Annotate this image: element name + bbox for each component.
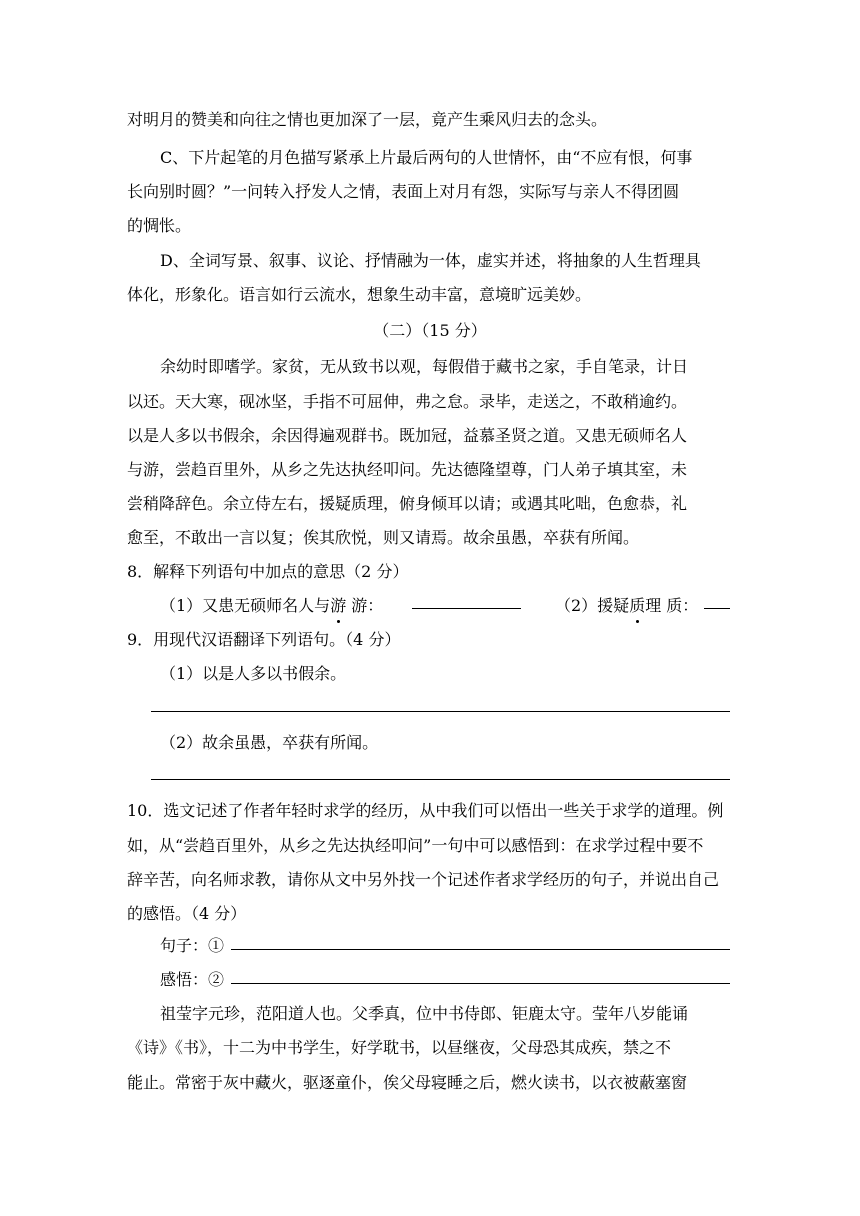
passage-line: 祖莹字元珍，范阳道人也。父季真，位中书侍郎、钜鹿太守。莹年八岁能诵 [160, 1004, 689, 1023]
text-line: 长向别时圆？”一问转入抒发人之情，表面上对月有怨，实际写与亲人不得团圆 [127, 182, 680, 201]
passage-line: 以是人多以书假余，余因得遍观群书。既加冠，益慕圣贤之道。又患无硕师名人 [127, 426, 688, 445]
question-8-item-2 [555, 594, 698, 618]
sentence-label: 句子：① [160, 936, 225, 955]
answer-line-9-1[interactable] [151, 711, 730, 712]
question-10-line: 如，从“尝趋百里外，从乡之先达执经叩问”一句中可以感悟到：在求学过程中要不 [127, 836, 704, 855]
sentence-answer-line[interactable] [231, 949, 730, 950]
section-heading: （二）（15 分） [373, 321, 487, 340]
text-line: 体化，形象化。语言如行云流水，想象生动丰富，意境旷远美妙。 [127, 285, 592, 304]
option-d: D、全词写景、叙事、议论、抒情融为一体，虚实并述，将抽象的人生哲理具 [160, 251, 701, 270]
q8-item1-pre: （1）又患无硕师名人与 [160, 596, 331, 615]
dotted-character: 质 [629, 594, 645, 618]
question-8-title: 8．解释下列语句中加点的意思（2 分） [127, 562, 409, 581]
insight-label: 感悟：② [160, 970, 225, 989]
passage-line: 以还。天大寒，砚冰坚，手指不可屈伸，弗之怠。录毕，走送之，不敢稍逾约。 [127, 392, 688, 411]
question-9-title: 9．用现代汉语翻译下列语句。（4 分） [127, 630, 401, 649]
passage-line: 尝稍降辞色。余立侍左右，援疑质理，俯身倾耳以请；或遇其叱咄，色愈恭，礼 [127, 494, 688, 513]
question-10-line: 10．选文记述了作者年轻时求学的经历，从中我们可以悟出一些关于求学的道理。例 [127, 801, 724, 820]
question-8-item-1 [160, 594, 383, 618]
passage-line: 能止。常密于灰中藏火，驱逐童仆，俟父母寝睡之后，燃火读书，以衣被蔽塞窗 [127, 1073, 688, 1092]
answer-line-9-2[interactable] [151, 779, 730, 780]
passage-line: 愈至，不敢出一言以复；俟其欣悦，则又请焉。故余虽愚，卒获有所闻。 [127, 528, 640, 547]
answer-blank-8-2[interactable] [704, 608, 730, 609]
insight-answer-line[interactable] [231, 983, 730, 984]
question-10-line: 的感悟。（4 分） [127, 904, 247, 923]
option-c: C、下片起笔的月色描写紧承上片最后两句的人世情怀，由“不应有恨，何事 [160, 148, 693, 167]
text-line: 对明月的赞美和向往之情也更加深了一层，竟产生乘风归去的念头。 [127, 110, 608, 129]
q8-item2-pre: （2）援疑 [555, 596, 630, 615]
answer-blank-8-1[interactable] [412, 608, 521, 609]
passage-line: 余幼时即嗜学。家贫，无从致书以观，每假借于藏书之家，手自笔录，计日 [160, 357, 689, 376]
question-10-line: 辞辛苦，向名师求教，请你从文中另外找一个记述作者求学经历的句子，并说出自己 [127, 870, 720, 889]
question-9-item-1: （1）以是人多以书假余。 [160, 664, 347, 683]
dotted-character: 游 [330, 594, 346, 618]
question-9-item-2: （2）故余虽愚，卒获有所闻。 [160, 733, 379, 752]
passage-line: 《诗》《书》，十二为中书学生，好学耽书，以昼继夜，父母恐其成疾，禁之不 [127, 1038, 672, 1057]
text-line: 的惆怅。 [127, 216, 192, 235]
q8-item1-post: 游： [346, 596, 384, 615]
q8-item2-post: 理 质： [645, 596, 699, 615]
passage-line: 与游，尝趋百里外，从乡之先达执经叩问。先达德隆望尊，门人弟子填其室，未 [127, 460, 688, 479]
